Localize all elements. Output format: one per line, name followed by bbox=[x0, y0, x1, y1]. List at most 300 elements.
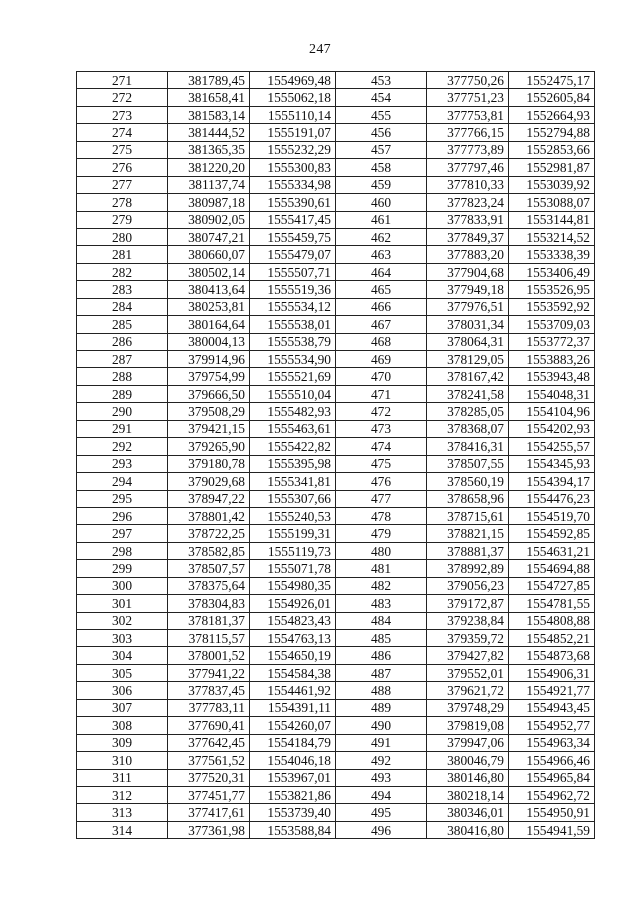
point-number-left-cell: 302 bbox=[77, 612, 168, 629]
x-coordinate-left-cell: 378115,57 bbox=[168, 630, 250, 647]
x-coordinate-right-cell: 377750,26 bbox=[427, 72, 509, 89]
point-number-right-cell: 454 bbox=[336, 89, 427, 106]
point-number-left-cell: 285 bbox=[77, 316, 168, 333]
x-coordinate-left-cell: 381658,41 bbox=[168, 89, 250, 106]
point-number-right-cell: 470 bbox=[336, 368, 427, 385]
y-coordinate-right-cell: 1554202,93 bbox=[509, 420, 595, 437]
y-coordinate-left-cell: 1555479,07 bbox=[250, 246, 336, 263]
x-coordinate-left-cell: 380747,21 bbox=[168, 228, 250, 245]
y-coordinate-left-cell: 1555062,18 bbox=[250, 89, 336, 106]
point-number-left-cell: 277 bbox=[77, 176, 168, 193]
x-coordinate-right-cell: 379056,23 bbox=[427, 577, 509, 594]
point-number-left-cell: 290 bbox=[77, 403, 168, 420]
x-coordinate-left-cell: 377783,11 bbox=[168, 699, 250, 716]
point-number-right-cell: 474 bbox=[336, 438, 427, 455]
point-number-left-cell: 298 bbox=[77, 542, 168, 559]
point-number-left-cell: 297 bbox=[77, 525, 168, 542]
point-number-left-cell: 289 bbox=[77, 385, 168, 402]
x-coordinate-left-cell: 380502,14 bbox=[168, 263, 250, 280]
table-row bbox=[77, 246, 595, 263]
point-number-right-cell: 479 bbox=[336, 525, 427, 542]
x-coordinate-right-cell: 379947,06 bbox=[427, 734, 509, 751]
x-coordinate-right-cell: 380416,80 bbox=[427, 821, 509, 838]
point-number-right-cell: 488 bbox=[336, 682, 427, 699]
point-number-right-cell: 487 bbox=[336, 664, 427, 681]
point-number-left-cell: 306 bbox=[77, 682, 168, 699]
point-number-right-cell: 495 bbox=[336, 804, 427, 821]
point-number-left-cell: 299 bbox=[77, 560, 168, 577]
point-number-left-cell: 278 bbox=[77, 194, 168, 211]
y-coordinate-right-cell: 1554394,17 bbox=[509, 473, 595, 490]
x-coordinate-right-cell: 377751,23 bbox=[427, 89, 509, 106]
point-number-left-cell: 309 bbox=[77, 734, 168, 751]
x-coordinate-right-cell: 379238,84 bbox=[427, 612, 509, 629]
x-coordinate-left-cell: 378947,22 bbox=[168, 490, 250, 507]
y-coordinate-right-cell: 1553709,03 bbox=[509, 316, 595, 333]
x-coordinate-right-cell: 378992,89 bbox=[427, 560, 509, 577]
y-coordinate-right-cell: 1554873,68 bbox=[509, 647, 595, 664]
y-coordinate-left-cell: 1555071,78 bbox=[250, 560, 336, 577]
y-coordinate-left-cell: 1555390,61 bbox=[250, 194, 336, 211]
coordinates-table bbox=[76, 71, 595, 839]
table-row bbox=[77, 542, 595, 559]
y-coordinate-left-cell: 1553967,01 bbox=[250, 769, 336, 786]
point-number-left-cell: 272 bbox=[77, 89, 168, 106]
point-number-left-cell: 310 bbox=[77, 752, 168, 769]
y-coordinate-left-cell: 1553588,84 bbox=[250, 821, 336, 838]
y-coordinate-left-cell: 1554184,79 bbox=[250, 734, 336, 751]
y-coordinate-left-cell: 1555459,75 bbox=[250, 228, 336, 245]
point-number-right-cell: 483 bbox=[336, 595, 427, 612]
x-coordinate-right-cell: 379819,08 bbox=[427, 717, 509, 734]
point-number-left-cell: 284 bbox=[77, 298, 168, 315]
y-coordinate-right-cell: 1553338,39 bbox=[509, 246, 595, 263]
point-number-left-cell: 280 bbox=[77, 228, 168, 245]
table-row bbox=[77, 298, 595, 315]
table-row bbox=[77, 647, 595, 664]
point-number-left-cell: 281 bbox=[77, 246, 168, 263]
point-number-left-cell: 292 bbox=[77, 438, 168, 455]
y-coordinate-left-cell: 1555334,98 bbox=[250, 176, 336, 193]
y-coordinate-right-cell: 1552664,93 bbox=[509, 106, 595, 123]
y-coordinate-right-cell: 1553883,26 bbox=[509, 351, 595, 368]
table-row bbox=[77, 72, 595, 89]
y-coordinate-left-cell: 1554926,01 bbox=[250, 595, 336, 612]
x-coordinate-left-cell: 379180,78 bbox=[168, 455, 250, 472]
x-coordinate-right-cell: 377766,15 bbox=[427, 124, 509, 141]
x-coordinate-right-cell: 378507,55 bbox=[427, 455, 509, 472]
point-number-right-cell: 473 bbox=[336, 420, 427, 437]
table-row bbox=[77, 211, 595, 228]
table-row bbox=[77, 734, 595, 751]
x-coordinate-right-cell: 380146,80 bbox=[427, 769, 509, 786]
point-number-right-cell: 494 bbox=[336, 786, 427, 803]
y-coordinate-right-cell: 1554727,85 bbox=[509, 577, 595, 594]
table-row bbox=[77, 316, 595, 333]
x-coordinate-left-cell: 378001,52 bbox=[168, 647, 250, 664]
y-coordinate-left-cell: 1555119,73 bbox=[250, 542, 336, 559]
x-coordinate-right-cell: 380346,01 bbox=[427, 804, 509, 821]
point-number-right-cell: 478 bbox=[336, 507, 427, 524]
y-coordinate-right-cell: 1554962,72 bbox=[509, 786, 595, 803]
y-coordinate-left-cell: 1555534,90 bbox=[250, 351, 336, 368]
table-row bbox=[77, 612, 595, 629]
point-number-left-cell: 303 bbox=[77, 630, 168, 647]
table-row bbox=[77, 403, 595, 420]
y-coordinate-left-cell: 1554763,13 bbox=[250, 630, 336, 647]
table-row bbox=[77, 159, 595, 176]
point-number-right-cell: 461 bbox=[336, 211, 427, 228]
x-coordinate-left-cell: 379508,29 bbox=[168, 403, 250, 420]
table-row bbox=[77, 595, 595, 612]
y-coordinate-left-cell: 1555538,79 bbox=[250, 333, 336, 350]
x-coordinate-left-cell: 379666,50 bbox=[168, 385, 250, 402]
table-row bbox=[77, 752, 595, 769]
table-row bbox=[77, 490, 595, 507]
table-row bbox=[77, 525, 595, 542]
x-coordinate-right-cell: 380046,79 bbox=[427, 752, 509, 769]
y-coordinate-right-cell: 1554906,31 bbox=[509, 664, 595, 681]
point-number-right-cell: 463 bbox=[336, 246, 427, 263]
x-coordinate-left-cell: 381583,14 bbox=[168, 106, 250, 123]
x-coordinate-left-cell: 381444,52 bbox=[168, 124, 250, 141]
y-coordinate-right-cell: 1553039,92 bbox=[509, 176, 595, 193]
x-coordinate-left-cell: 377417,61 bbox=[168, 804, 250, 821]
point-number-left-cell: 282 bbox=[77, 263, 168, 280]
y-coordinate-right-cell: 1553214,52 bbox=[509, 228, 595, 245]
y-coordinate-right-cell: 1554950,91 bbox=[509, 804, 595, 821]
x-coordinate-left-cell: 377451,77 bbox=[168, 786, 250, 803]
x-coordinate-left-cell: 380253,81 bbox=[168, 298, 250, 315]
x-coordinate-right-cell: 378129,05 bbox=[427, 351, 509, 368]
x-coordinate-right-cell: 378031,34 bbox=[427, 316, 509, 333]
point-number-left-cell: 293 bbox=[77, 455, 168, 472]
point-number-right-cell: 477 bbox=[336, 490, 427, 507]
point-number-left-cell: 314 bbox=[77, 821, 168, 838]
table-row bbox=[77, 664, 595, 681]
table-row bbox=[77, 699, 595, 716]
table-row bbox=[77, 368, 595, 385]
point-number-right-cell: 462 bbox=[336, 228, 427, 245]
table-row bbox=[77, 194, 595, 211]
x-coordinate-right-cell: 377976,51 bbox=[427, 298, 509, 315]
x-coordinate-right-cell: 378416,31 bbox=[427, 438, 509, 455]
y-coordinate-left-cell: 1555507,71 bbox=[250, 263, 336, 280]
point-number-left-cell: 275 bbox=[77, 141, 168, 158]
x-coordinate-right-cell: 377810,33 bbox=[427, 176, 509, 193]
x-coordinate-left-cell: 380660,07 bbox=[168, 246, 250, 263]
point-number-left-cell: 288 bbox=[77, 368, 168, 385]
y-coordinate-left-cell: 1555521,69 bbox=[250, 368, 336, 385]
point-number-left-cell: 273 bbox=[77, 106, 168, 123]
point-number-left-cell: 313 bbox=[77, 804, 168, 821]
point-number-right-cell: 457 bbox=[336, 141, 427, 158]
table-row bbox=[77, 281, 595, 298]
y-coordinate-right-cell: 1554345,93 bbox=[509, 455, 595, 472]
x-coordinate-right-cell: 379427,82 bbox=[427, 647, 509, 664]
table-row bbox=[77, 455, 595, 472]
x-coordinate-right-cell: 377849,37 bbox=[427, 228, 509, 245]
table-row bbox=[77, 420, 595, 437]
y-coordinate-left-cell: 1555240,53 bbox=[250, 507, 336, 524]
x-coordinate-left-cell: 380004,13 bbox=[168, 333, 250, 350]
x-coordinate-right-cell: 378368,07 bbox=[427, 420, 509, 437]
x-coordinate-left-cell: 381220,20 bbox=[168, 159, 250, 176]
y-coordinate-left-cell: 1554650,19 bbox=[250, 647, 336, 664]
table-row bbox=[77, 507, 595, 524]
x-coordinate-right-cell: 378715,61 bbox=[427, 507, 509, 524]
y-coordinate-right-cell: 1553406,49 bbox=[509, 263, 595, 280]
table-row bbox=[77, 263, 595, 280]
point-number-right-cell: 460 bbox=[336, 194, 427, 211]
x-coordinate-left-cell: 380902,05 bbox=[168, 211, 250, 228]
table-row bbox=[77, 351, 595, 368]
point-number-left-cell: 271 bbox=[77, 72, 168, 89]
y-coordinate-right-cell: 1554921,77 bbox=[509, 682, 595, 699]
point-number-left-cell: 312 bbox=[77, 786, 168, 803]
x-coordinate-right-cell: 378881,37 bbox=[427, 542, 509, 559]
x-coordinate-left-cell: 378304,83 bbox=[168, 595, 250, 612]
x-coordinate-right-cell: 379748,29 bbox=[427, 699, 509, 716]
y-coordinate-left-cell: 1555110,14 bbox=[250, 106, 336, 123]
coordinates-table-body bbox=[77, 72, 595, 839]
y-coordinate-right-cell: 1553526,95 bbox=[509, 281, 595, 298]
x-coordinate-left-cell: 379029,68 bbox=[168, 473, 250, 490]
x-coordinate-left-cell: 378801,42 bbox=[168, 507, 250, 524]
x-coordinate-right-cell: 378560,19 bbox=[427, 473, 509, 490]
point-number-left-cell: 296 bbox=[77, 507, 168, 524]
point-number-left-cell: 311 bbox=[77, 769, 168, 786]
table-row bbox=[77, 89, 595, 106]
y-coordinate-left-cell: 1554391,11 bbox=[250, 699, 336, 716]
point-number-right-cell: 472 bbox=[336, 403, 427, 420]
y-coordinate-left-cell: 1553821,86 bbox=[250, 786, 336, 803]
y-coordinate-right-cell: 1553592,92 bbox=[509, 298, 595, 315]
y-coordinate-left-cell: 1555482,93 bbox=[250, 403, 336, 420]
y-coordinate-left-cell: 1555341,81 bbox=[250, 473, 336, 490]
x-coordinate-left-cell: 378582,85 bbox=[168, 542, 250, 559]
x-coordinate-right-cell: 379172,87 bbox=[427, 595, 509, 612]
y-coordinate-left-cell: 1554823,43 bbox=[250, 612, 336, 629]
x-coordinate-left-cell: 377561,52 bbox=[168, 752, 250, 769]
y-coordinate-left-cell: 1554046,18 bbox=[250, 752, 336, 769]
point-number-right-cell: 486 bbox=[336, 647, 427, 664]
x-coordinate-right-cell: 378285,05 bbox=[427, 403, 509, 420]
x-coordinate-left-cell: 381365,35 bbox=[168, 141, 250, 158]
x-coordinate-left-cell: 377520,31 bbox=[168, 769, 250, 786]
y-coordinate-right-cell: 1554781,55 bbox=[509, 595, 595, 612]
y-coordinate-left-cell: 1554260,07 bbox=[250, 717, 336, 734]
point-number-right-cell: 476 bbox=[336, 473, 427, 490]
y-coordinate-left-cell: 1555519,36 bbox=[250, 281, 336, 298]
point-number-left-cell: 291 bbox=[77, 420, 168, 437]
table-row bbox=[77, 124, 595, 141]
x-coordinate-left-cell: 378375,64 bbox=[168, 577, 250, 594]
y-coordinate-right-cell: 1552605,84 bbox=[509, 89, 595, 106]
y-coordinate-left-cell: 1555300,83 bbox=[250, 159, 336, 176]
x-coordinate-right-cell: 378241,58 bbox=[427, 385, 509, 402]
point-number-left-cell: 304 bbox=[77, 647, 168, 664]
point-number-left-cell: 286 bbox=[77, 333, 168, 350]
x-coordinate-right-cell: 377823,24 bbox=[427, 194, 509, 211]
table-row bbox=[77, 821, 595, 838]
y-coordinate-left-cell: 1554584,38 bbox=[250, 664, 336, 681]
y-coordinate-right-cell: 1554631,21 bbox=[509, 542, 595, 559]
point-number-left-cell: 283 bbox=[77, 281, 168, 298]
y-coordinate-right-cell: 1554104,96 bbox=[509, 403, 595, 420]
x-coordinate-left-cell: 379754,99 bbox=[168, 368, 250, 385]
point-number-left-cell: 305 bbox=[77, 664, 168, 681]
point-number-right-cell: 493 bbox=[336, 769, 427, 786]
table-row bbox=[77, 141, 595, 158]
x-coordinate-left-cell: 378507,57 bbox=[168, 560, 250, 577]
point-number-right-cell: 468 bbox=[336, 333, 427, 350]
y-coordinate-right-cell: 1554965,84 bbox=[509, 769, 595, 786]
x-coordinate-left-cell: 380413,64 bbox=[168, 281, 250, 298]
point-number-right-cell: 496 bbox=[336, 821, 427, 838]
point-number-right-cell: 456 bbox=[336, 124, 427, 141]
point-number-right-cell: 480 bbox=[336, 542, 427, 559]
point-number-left-cell: 295 bbox=[77, 490, 168, 507]
table-row bbox=[77, 769, 595, 786]
table-row bbox=[77, 333, 595, 350]
point-number-right-cell: 475 bbox=[336, 455, 427, 472]
y-coordinate-left-cell: 1555191,07 bbox=[250, 124, 336, 141]
x-coordinate-right-cell: 377833,91 bbox=[427, 211, 509, 228]
x-coordinate-right-cell: 377753,81 bbox=[427, 106, 509, 123]
table-row bbox=[77, 438, 595, 455]
y-coordinate-left-cell: 1555232,29 bbox=[250, 141, 336, 158]
y-coordinate-right-cell: 1554048,31 bbox=[509, 385, 595, 402]
table-row bbox=[77, 560, 595, 577]
point-number-left-cell: 274 bbox=[77, 124, 168, 141]
y-coordinate-right-cell: 1552475,17 bbox=[509, 72, 595, 89]
point-number-right-cell: 491 bbox=[336, 734, 427, 751]
x-coordinate-left-cell: 378181,37 bbox=[168, 612, 250, 629]
y-coordinate-right-cell: 1554952,77 bbox=[509, 717, 595, 734]
point-number-right-cell: 466 bbox=[336, 298, 427, 315]
x-coordinate-left-cell: 377837,45 bbox=[168, 682, 250, 699]
point-number-right-cell: 453 bbox=[336, 72, 427, 89]
y-coordinate-right-cell: 1553088,07 bbox=[509, 194, 595, 211]
y-coordinate-right-cell: 1553772,37 bbox=[509, 333, 595, 350]
table-row bbox=[77, 106, 595, 123]
y-coordinate-right-cell: 1552981,87 bbox=[509, 159, 595, 176]
y-coordinate-right-cell: 1554966,46 bbox=[509, 752, 595, 769]
point-number-right-cell: 465 bbox=[336, 281, 427, 298]
y-coordinate-right-cell: 1554592,85 bbox=[509, 525, 595, 542]
point-number-right-cell: 459 bbox=[336, 176, 427, 193]
point-number-right-cell: 458 bbox=[336, 159, 427, 176]
point-number-right-cell: 455 bbox=[336, 106, 427, 123]
point-number-left-cell: 300 bbox=[77, 577, 168, 594]
x-coordinate-left-cell: 381137,74 bbox=[168, 176, 250, 193]
y-coordinate-right-cell: 1554808,88 bbox=[509, 612, 595, 629]
point-number-left-cell: 279 bbox=[77, 211, 168, 228]
x-coordinate-right-cell: 377949,18 bbox=[427, 281, 509, 298]
y-coordinate-right-cell: 1553943,48 bbox=[509, 368, 595, 385]
x-coordinate-left-cell: 380164,64 bbox=[168, 316, 250, 333]
y-coordinate-right-cell: 1553144,81 bbox=[509, 211, 595, 228]
table-row bbox=[77, 577, 595, 594]
y-coordinate-left-cell: 1555463,61 bbox=[250, 420, 336, 437]
page-number: 247 bbox=[309, 42, 331, 57]
y-coordinate-left-cell: 1555395,98 bbox=[250, 455, 336, 472]
point-number-right-cell: 471 bbox=[336, 385, 427, 402]
y-coordinate-left-cell: 1554980,35 bbox=[250, 577, 336, 594]
x-coordinate-left-cell: 377361,98 bbox=[168, 821, 250, 838]
point-number-left-cell: 287 bbox=[77, 351, 168, 368]
point-number-left-cell: 301 bbox=[77, 595, 168, 612]
table-row bbox=[77, 473, 595, 490]
x-coordinate-right-cell: 378821,15 bbox=[427, 525, 509, 542]
x-coordinate-left-cell: 377642,45 bbox=[168, 734, 250, 751]
point-number-left-cell: 308 bbox=[77, 717, 168, 734]
x-coordinate-right-cell: 378658,96 bbox=[427, 490, 509, 507]
y-coordinate-right-cell: 1554476,23 bbox=[509, 490, 595, 507]
x-coordinate-right-cell: 377773,89 bbox=[427, 141, 509, 158]
x-coordinate-right-cell: 380218,14 bbox=[427, 786, 509, 803]
point-number-right-cell: 492 bbox=[336, 752, 427, 769]
point-number-right-cell: 482 bbox=[336, 577, 427, 594]
y-coordinate-left-cell: 1554969,48 bbox=[250, 72, 336, 89]
x-coordinate-left-cell: 377941,22 bbox=[168, 664, 250, 681]
table-row bbox=[77, 630, 595, 647]
point-number-right-cell: 481 bbox=[336, 560, 427, 577]
y-coordinate-left-cell: 1554461,92 bbox=[250, 682, 336, 699]
x-coordinate-left-cell: 381789,45 bbox=[168, 72, 250, 89]
y-coordinate-right-cell: 1552853,66 bbox=[509, 141, 595, 158]
x-coordinate-right-cell: 377904,68 bbox=[427, 263, 509, 280]
y-coordinate-left-cell: 1555538,01 bbox=[250, 316, 336, 333]
point-number-right-cell: 489 bbox=[336, 699, 427, 716]
y-coordinate-right-cell: 1554941,59 bbox=[509, 821, 595, 838]
y-coordinate-left-cell: 1555307,66 bbox=[250, 490, 336, 507]
table-row bbox=[77, 786, 595, 803]
x-coordinate-left-cell: 377690,41 bbox=[168, 717, 250, 734]
table-row bbox=[77, 682, 595, 699]
y-coordinate-left-cell: 1553739,40 bbox=[250, 804, 336, 821]
y-coordinate-right-cell: 1554943,45 bbox=[509, 699, 595, 716]
x-coordinate-right-cell: 378167,42 bbox=[427, 368, 509, 385]
y-coordinate-right-cell: 1554694,88 bbox=[509, 560, 595, 577]
y-coordinate-left-cell: 1555199,31 bbox=[250, 525, 336, 542]
x-coordinate-right-cell: 379359,72 bbox=[427, 630, 509, 647]
y-coordinate-left-cell: 1555422,82 bbox=[250, 438, 336, 455]
point-number-right-cell: 485 bbox=[336, 630, 427, 647]
x-coordinate-right-cell: 379621,72 bbox=[427, 682, 509, 699]
x-coordinate-left-cell: 379265,90 bbox=[168, 438, 250, 455]
x-coordinate-left-cell: 379914,96 bbox=[168, 351, 250, 368]
point-number-right-cell: 467 bbox=[336, 316, 427, 333]
table-row bbox=[77, 804, 595, 821]
y-coordinate-left-cell: 1555417,45 bbox=[250, 211, 336, 228]
y-coordinate-left-cell: 1555534,12 bbox=[250, 298, 336, 315]
y-coordinate-right-cell: 1554255,57 bbox=[509, 438, 595, 455]
table-row bbox=[77, 717, 595, 734]
point-number-right-cell: 464 bbox=[336, 263, 427, 280]
point-number-right-cell: 484 bbox=[336, 612, 427, 629]
table-row bbox=[77, 385, 595, 402]
x-coordinate-left-cell: 379421,15 bbox=[168, 420, 250, 437]
y-coordinate-right-cell: 1554519,70 bbox=[509, 507, 595, 524]
point-number-right-cell: 490 bbox=[336, 717, 427, 734]
x-coordinate-left-cell: 380987,18 bbox=[168, 194, 250, 211]
x-coordinate-left-cell: 378722,25 bbox=[168, 525, 250, 542]
point-number-left-cell: 294 bbox=[77, 473, 168, 490]
y-coordinate-right-cell: 1554963,34 bbox=[509, 734, 595, 751]
table-row bbox=[77, 228, 595, 245]
